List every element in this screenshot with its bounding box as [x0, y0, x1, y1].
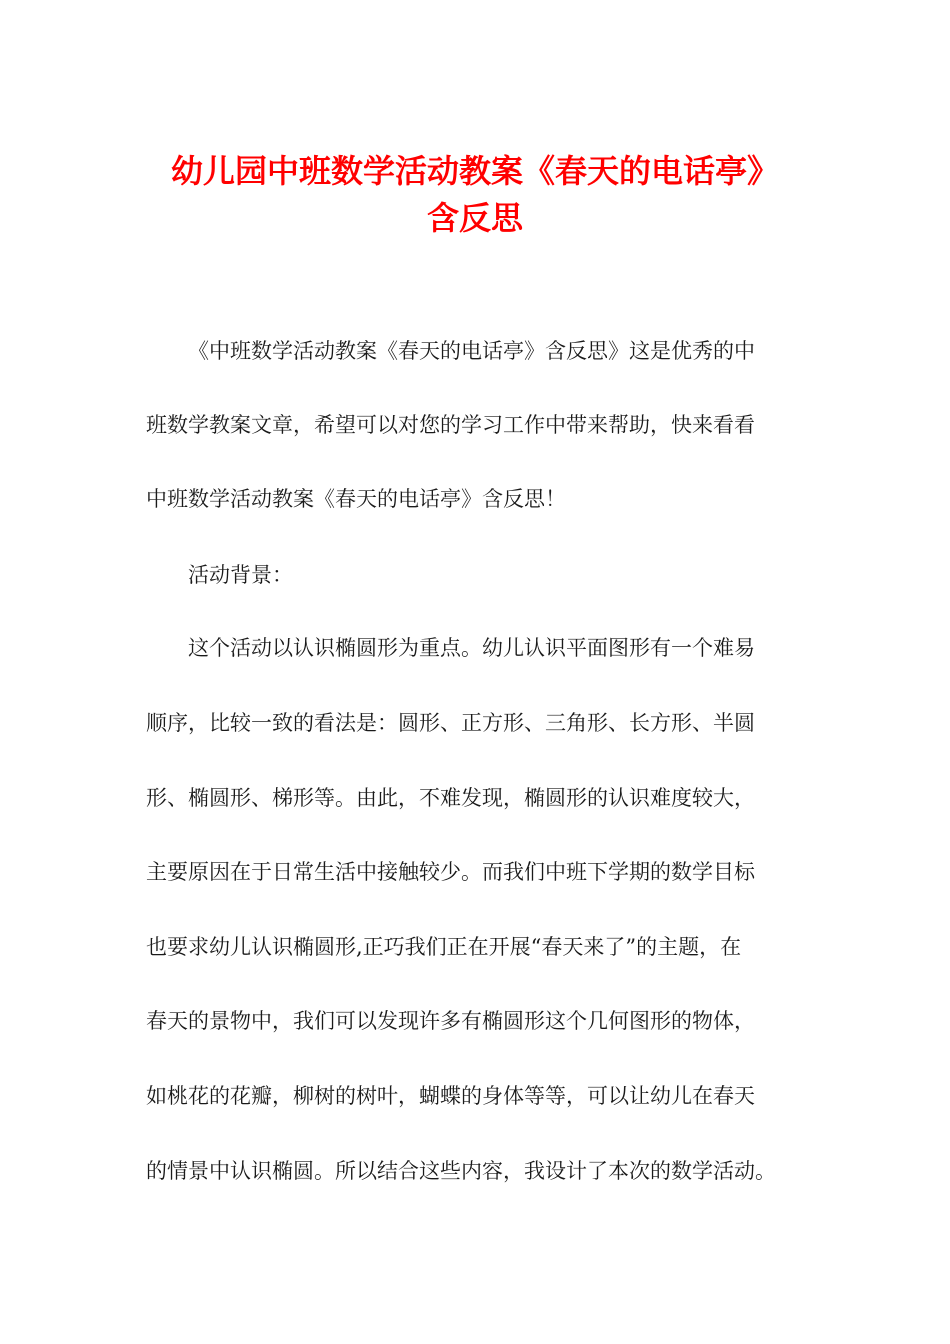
section-heading-activity-background: 活动背景： [188, 563, 293, 587]
body-line-8: 的情景中认识椭圆。所以结合这些内容，我设计了本次的数学活动。 [146, 1159, 776, 1183]
intro-line-3: 中班数学活动教案《春天的电话亭》含反思！ [146, 487, 566, 511]
body-line-5: 也要求幼儿认识椭圆形,正巧我们正在开展“春天来了”的主题，在 [146, 935, 742, 959]
body-line-4: 主要原因在于日常生活中接触较少。而我们中班下学期的数学目标 [146, 860, 755, 884]
body-line-6: 春天的景物中，我们可以发现许多有椭圆形这个几何图形的物体， [146, 1009, 755, 1033]
body-line-7: 如桃花的花瓣，柳树的树叶，蝴蝶的身体等等，可以让幼儿在春天 [146, 1084, 755, 1108]
intro-line-1: 《中班数学活动教案《春天的电话亭》含反思》这是优秀的中 [188, 339, 755, 363]
intro-line-2: 班数学教案文章，希望可以对您的学习工作中带来帮助，快来看看 [146, 413, 755, 437]
document-title-line-2: 含反思 [426, 199, 523, 237]
document-title-line-1: 幼儿园中班数学活动教案《春天的电话亭》 [170, 152, 779, 190]
body-line-3: 形、椭圆形、梯形等。由此，不难发现，椭圆形的认识难度较大， [146, 786, 755, 810]
body-line-2: 顺序，比较一致的看法是：圆形、正方形、三角形、长方形、半圆 [146, 711, 755, 735]
body-line-1: 这个活动以认识椭圆形为重点。幼儿认识平面图形有一个难易 [188, 636, 755, 660]
